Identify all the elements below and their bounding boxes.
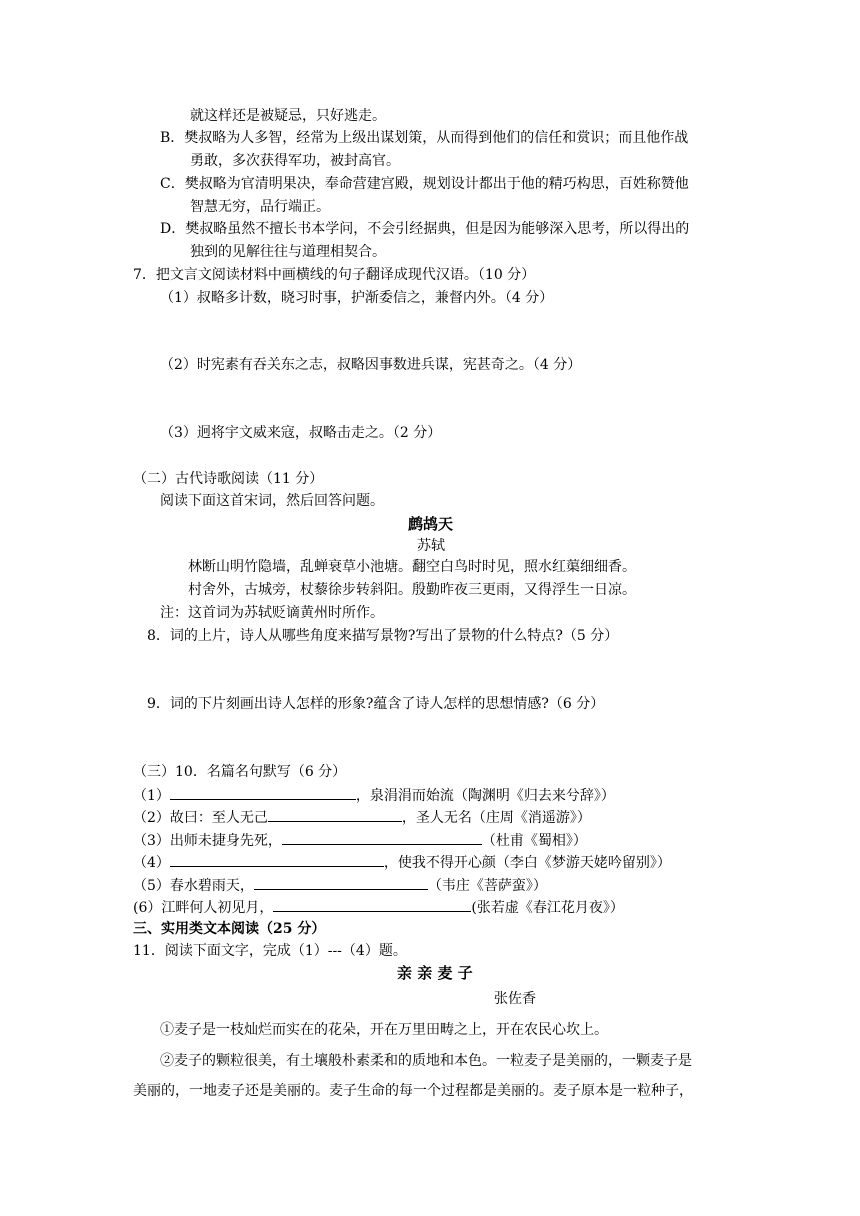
option-d-line1: D．樊叔略虽然不擅长书本学问，不会引经据典，但是因为能够深入思考，所以得出的: [160, 221, 690, 237]
answer-blank-6[interactable]: [273, 897, 471, 912]
poem-note: 注：这首词为苏轼贬谪黄州时所作。: [160, 605, 384, 621]
poem-author: 苏轼: [417, 538, 445, 554]
dictation-item-3-suffix: （杜甫《蜀相》）: [481, 833, 587, 849]
answer-blank-5[interactable]: [254, 875, 428, 890]
option-b-line1: B．樊叔略为人多智，经常为上级出谋划策，从而得到他们的信任和赏识；而且他作战: [160, 130, 689, 146]
poetry-instruction: 阅读下面这首宋词，然后回答问题。: [160, 493, 384, 509]
option-c-line1: C．樊叔略为官清明果决，奉命营建宫殿，规划设计都出于他的精巧构思，百姓称赞他: [160, 176, 689, 192]
answer-blank-1[interactable]: [170, 785, 356, 800]
dictation-item-5-suffix: （韦庄《菩萨蛮》）: [427, 878, 547, 894]
dictation-item-1: [133, 785, 615, 805]
option-c-line2: 智慧无穷，品行端正。: [190, 199, 330, 215]
option-d-line2: 独到的见解往往与道理相契合。: [190, 244, 386, 260]
dictation-item-5: [133, 875, 547, 895]
question-7-title: 7．把文言文阅读材料中画横线的句子翻译成现代汉语。（10 分）: [133, 267, 536, 283]
answer-blank-2[interactable]: [268, 807, 402, 822]
question-7-sentence-3: （3）迥将宇文威来寇，叔略击走之。（2 分）: [160, 425, 442, 441]
essay-paragraph-2-line-2: 美丽的，一地麦子还是美丽的。麦子生命的每一个过程都是美丽的。麦子原本是一粒种子，: [133, 1083, 693, 1099]
dictation-item-1-suffix: ，泉涓涓而始流（陶渊明《归去来兮辞》）: [355, 788, 615, 804]
essay-paragraph-1: ①麦子是一枝灿烂而实在的花朵，开在万里田畴之上，开在农民心坎上。: [160, 1022, 608, 1038]
dictation-item-6: [133, 897, 624, 917]
question-8: 8．词的上片，诗人从哪些角度来描写景物?写出了景物的什么特点?（5 分）: [147, 628, 619, 644]
dictation-item-6-prefix: (6）江畔何人初见月，: [133, 900, 274, 916]
dictation-item-2-suffix: ，圣人无名（庄周《消遥游》）: [401, 810, 591, 826]
dictation-item-3-prefix: （3）出师未捷身先死，: [133, 833, 282, 849]
option-b-line2: 勇敢，多次获得军功，被封高官。: [190, 153, 400, 169]
poem-title: 鹧鸪天: [408, 515, 454, 533]
dictation-header: （三）10．名篇名句默写（6 分）: [133, 764, 347, 780]
essay-paragraph-2-line-1: ②麦子的颗粒很美，有土壤般朴素柔和的质地和本色。一粒麦子是美丽的，一颗麦子是: [160, 1053, 692, 1069]
essay-title: 亲 亲 麦 子: [397, 964, 473, 982]
dictation-item-6-suffix: (张若虚《春江花月夜》）: [471, 900, 624, 916]
poem-line-1: 林断山明竹隐墙，乱蝉衰草小池塘。翻空白鸟时时见，照水红蕖细细香。: [188, 559, 636, 575]
dictation-item-1-prefix: （1）: [133, 788, 170, 804]
essay-author: 张佐香: [494, 991, 536, 1007]
question-7-sentence-1: （1）叔略多计数，晓习时事，护渐委信之，兼督内外。（4 分）: [160, 290, 554, 306]
answer-blank-4[interactable]: [170, 852, 384, 867]
question-7-sentence-2: （2）时宪素有吞关东之志，叔略因事数进兵谋，宪甚奇之。（4 分）: [160, 357, 582, 373]
dictation-item-3: [133, 830, 587, 850]
section-3-header: 三、实用类文本阅读（25 分）: [133, 921, 326, 937]
poetry-section-header: （二）古代诗歌阅读（11 分）: [133, 471, 324, 487]
question-11: 11．阅读下面文字，完成（1）---（4）题。: [133, 943, 407, 959]
option-a-continuation: 就这样还是被疑忌，只好逃走。: [190, 108, 386, 124]
question-9: 9．词的下片刻画出诗人怎样的形象?蕴含了诗人怎样的思想情感?（6 分）: [147, 696, 605, 712]
dictation-item-5-prefix: （5）春水碧雨天，: [133, 878, 254, 894]
dictation-item-4-suffix: ，使我不得开心颜（李白《梦游天姥吟留别》）: [383, 855, 671, 871]
dictation-item-2: [133, 807, 591, 827]
dictation-item-4: [133, 852, 671, 872]
answer-blank-3[interactable]: [282, 830, 482, 845]
poem-line-2: 村舍外，古城旁，杖藜徐步转斜阳。殷勤昨夜三更雨，又得浮生一日凉。: [188, 582, 636, 598]
dictation-item-2-prefix: （2）故曰：至人无己: [133, 810, 268, 826]
dictation-item-4-prefix: （4）: [133, 855, 170, 871]
